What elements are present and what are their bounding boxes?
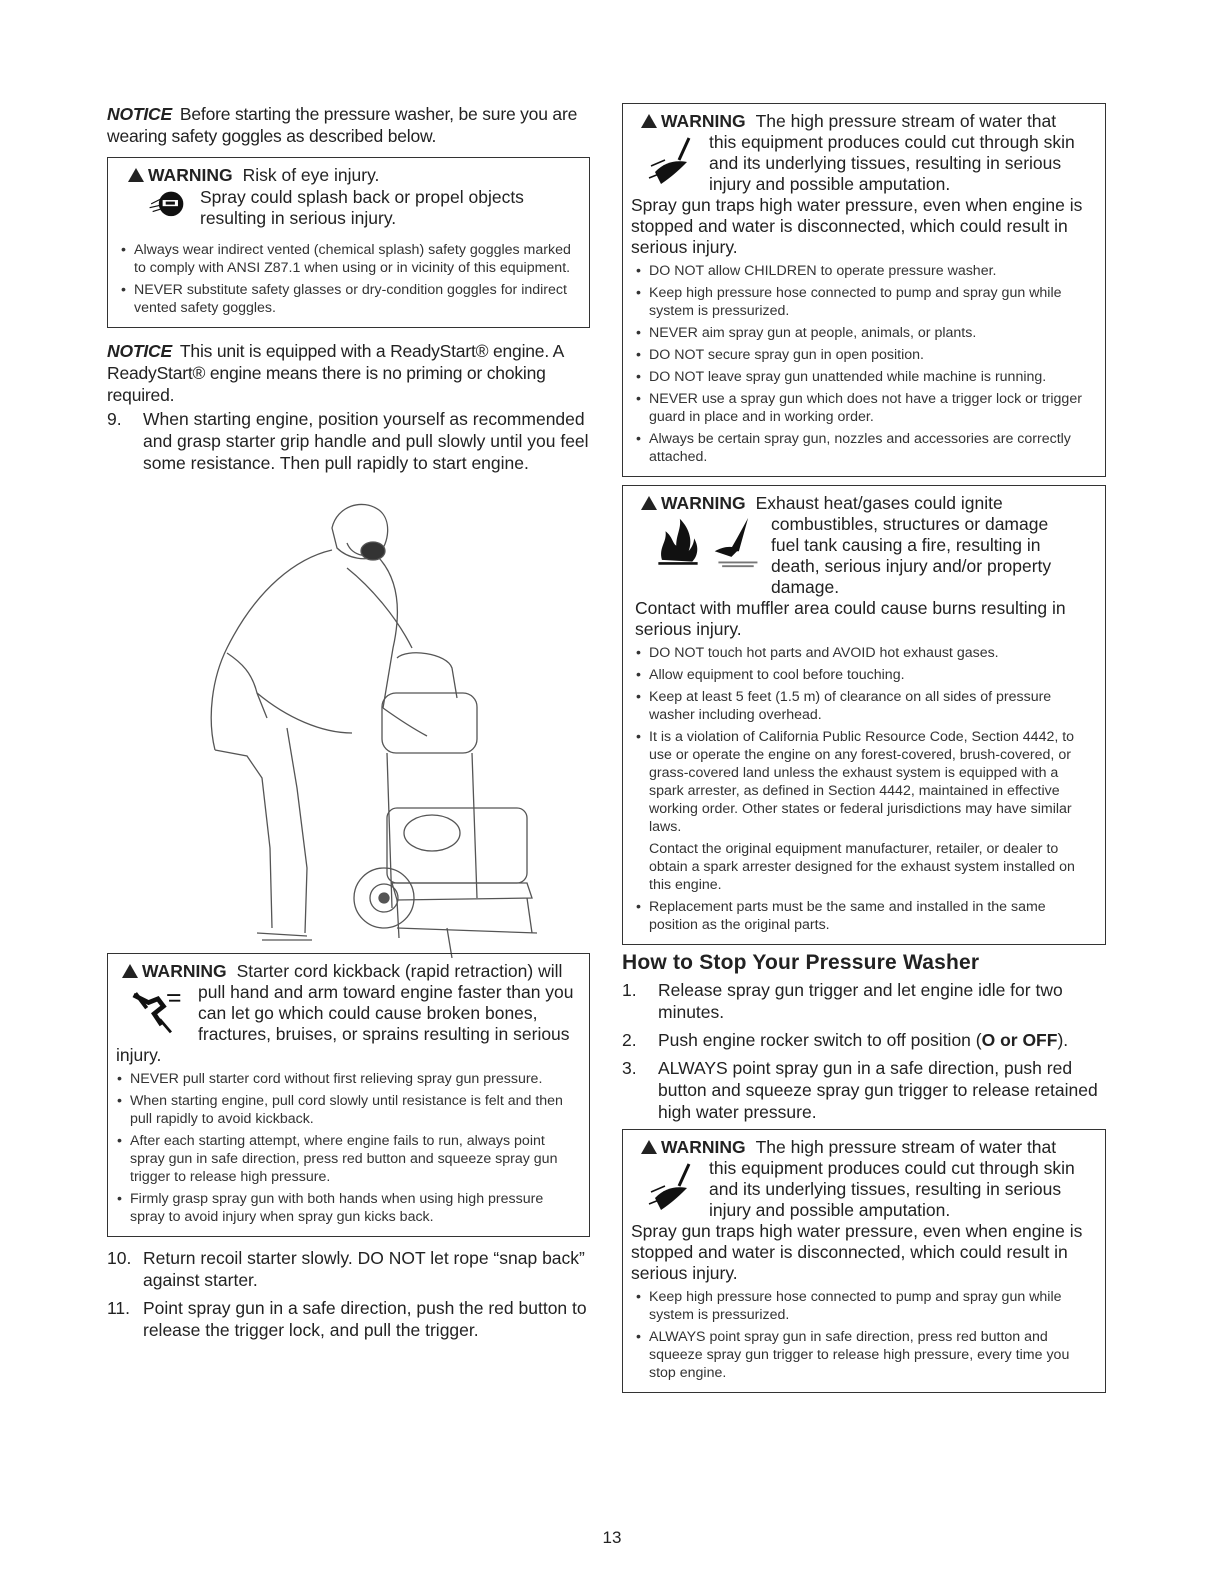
warning-bullets <box>635 644 1095 836</box>
warning-headline: The high pressure stream of water that <box>755 1137 1057 1157</box>
warning-label: WARNING <box>641 1136 746 1158</box>
notice-text: Before starting the pressure washer, be sure you are wearing safety goggles as described below. <box>107 104 578 146</box>
warning-triangle-icon <box>641 114 657 128</box>
warning-triangle-icon <box>641 1140 657 1154</box>
stop-step-3: 3. ALWAYS point spray gun in a safe direction, push red button and squeeze spray gun trigger to release retained high water pressure. <box>622 1058 1098 1122</box>
list-item: • It is a violation of California Public Resource Code, Section 4442, to use or operate the engine on any forest-covered, brush-covered, or grass-covered land unless the exhaust system is equipped with a spark arrester, as defined in Section 4442, maintained in effective working order. Other states or federal jurisdictions may have similar laws. <box>635 728 1095 836</box>
warning-triangle-icon <box>641 496 657 510</box>
warning-triangle-icon <box>122 964 138 978</box>
warning-bullets <box>116 1070 579 1226</box>
warning-body: Spray could splash back or propel objects resulting in serious injury. <box>200 187 524 228</box>
warning-bullets <box>120 241 579 317</box>
hot-surface-icon <box>711 514 763 570</box>
list-item: • Firmly grasp spray gun with both hands when using high pressure spray to avoid injury when spray gun kicks back. <box>116 1190 579 1226</box>
warning-icon-row <box>116 982 579 1045</box>
notice-label: NOTICE <box>107 104 172 124</box>
list-item: • ALWAYS point spray gun in safe direction, press red button and squeeze spray gun trigger to release high pressure, every time you stop engine. <box>635 1328 1095 1382</box>
right-column <box>622 103 1106 1393</box>
notice-text: This unit is equipped with a ReadyStart® engine. A ReadyStart® engine means there is no priming or choking required. <box>107 341 564 405</box>
warning-tail: Spray gun traps high water pressure, even when engine is stopped and water is disconnected, which could result in serious injury. <box>631 1221 1083 1283</box>
stop-step-2: 2. Push engine rocker switch to off position (O or OFF). <box>622 1030 1069 1050</box>
warning-icon-row <box>635 1158 1095 1221</box>
warning-label: WARNING <box>128 164 233 186</box>
step-11: 11. Point spray gun in a safe direction, push the red button to release the trigger lock, and pull the trigger. <box>107 1298 587 1340</box>
warning-label: WARNING <box>641 492 746 514</box>
warning-header <box>120 164 579 186</box>
warning-header <box>635 492 1095 514</box>
step-10: 10. Return recoil starter slowly. DO NOT let rope “snap back” against starter. <box>107 1248 585 1290</box>
warning-bullets <box>635 262 1095 466</box>
water-jet-icon <box>645 1158 701 1218</box>
list-item: • DO NOT secure spray gun in open position. <box>635 346 1095 364</box>
notice-goggles <box>107 103 590 147</box>
warning-header <box>116 960 579 982</box>
list-item: • DO NOT leave spray gun unattended while machine is running. <box>635 368 1095 386</box>
warning-header <box>635 110 1095 132</box>
warning-headline: Risk of eye injury. <box>242 165 380 185</box>
list-item: • NEVER substitute safety glasses or dry-condition goggles for indirect vented safety goggles. <box>120 281 579 317</box>
warning-box-high-pressure <box>622 103 1106 477</box>
list-item: • Keep high pressure hose connected to pump and spray gun while system is pressurized. <box>635 1288 1095 1324</box>
warning-box-high-pressure-stop <box>622 1129 1106 1393</box>
stop-step-1: 1. Release spray gun trigger and let engine idle for two minutes. <box>622 980 1063 1022</box>
start-steps-continued <box>107 1247 590 1341</box>
list-item: • NEVER aim spray gun at people, animals, or plants. <box>635 324 1095 342</box>
step-9: 9. When starting engine, position yourself as recommended and grasp starter grip handle and pull slowly until you feel some resistance. Then pull rapidly to start engine. <box>107 409 589 473</box>
list-item: • Always be certain spray gun, nozzles and accessories are correctly attached. <box>635 430 1095 466</box>
warning-label: WARNING <box>641 110 746 132</box>
list-item: • After each starting attempt, where engine fails to run, always point spray gun in safe direction, press red button and squeeze spray gun trigger to release high pressure. <box>116 1132 579 1186</box>
warning-triangle-icon <box>128 168 144 182</box>
warning-bullets-continued <box>635 898 1095 934</box>
notice-label: NOTICE <box>107 341 172 361</box>
stop-steps <box>622 979 1106 1123</box>
list-item: • DO NOT touch hot parts and AVOID hot exhaust gases. <box>635 644 1095 662</box>
warning-tail: injury. <box>116 1045 162 1065</box>
warning-box-kickback <box>107 953 590 1237</box>
start-steps <box>107 408 590 474</box>
warning-tail: Contact with muffler area could cause burns resulting in serious injury. <box>635 598 1066 639</box>
list-item: • When starting engine, pull cord slowly until resistance is felt and then pull rapidly to avoid kickback. <box>116 1092 579 1128</box>
warning-icon-row <box>635 132 1095 195</box>
warning-body: pull hand and arm toward engine faster than you can let go which could cause broken bones, fractures, bruises, or sprains resulting in serious <box>198 982 574 1044</box>
goggles-icon <box>140 187 196 233</box>
water-jet-icon <box>645 132 701 192</box>
off-position-label: O or OFF <box>981 1030 1058 1050</box>
fire-icon <box>653 514 703 570</box>
spark-arrester-note: Contact the original equipment manufacturer, retailer, or dealer to obtain a spark arrester designed for the exhaust system installed on this engine. <box>649 841 1075 893</box>
warning-box-exhaust <box>622 485 1106 945</box>
warning-headline: Exhaust heat/gases could ignite <box>755 493 1003 513</box>
list-item: • NEVER use a spray gun which does not have a trigger lock or trigger guard in place and in working order. <box>635 390 1095 426</box>
section-title-stop: How to Stop Your Pressure Washer <box>622 951 980 974</box>
list-item: • Replacement parts must be the same and installed in the same position as the original parts. <box>635 898 1095 934</box>
operator-pulling-starter-illustration <box>147 488 547 958</box>
list-item: • Keep high pressure hose connected to pump and spray gun while system is pressurized. <box>635 284 1095 320</box>
left-column <box>107 103 590 1347</box>
warning-label: WARNING <box>122 960 227 982</box>
warning-tail: Spray gun traps high water pressure, even when engine is stopped and water is disconnected, which could result in serious injury. <box>631 195 1083 257</box>
warning-body: this equipment produces could cut through skin and its underlying tissues, resulting in serious injury and possible amputation. <box>709 1158 1075 1220</box>
page-number: 13 <box>602 1528 622 1547</box>
warning-icon-row <box>635 514 1095 598</box>
list-item: • DO NOT allow CHILDREN to operate pressure washer. <box>635 262 1095 280</box>
warning-headline: The high pressure stream of water that <box>755 111 1057 131</box>
warning-body: combustibles, structures or damage fuel tank causing a fire, resulting in death, serious injury and/or property damage. <box>771 514 1052 597</box>
list-item: • Keep at least 5 feet (1.5 m) of clearance on all sides of pressure washer including overhead. <box>635 688 1095 724</box>
warning-icon-row <box>120 187 579 233</box>
warning-box-eye-injury <box>107 157 590 328</box>
list-item: • Always wear indirect vented (chemical splash) safety goggles marked to comply with ANSI Z87.1 when using or in vicinity of this equipment. <box>120 241 579 277</box>
warning-headline: Starter cord kickback (rapid retraction) will <box>236 961 563 981</box>
list-item: • NEVER pull starter cord without first relieving spray gun pressure. <box>116 1070 579 1088</box>
warning-body: this equipment produces could cut through skin and its underlying tissues, resulting in serious injury and possible amputation. <box>709 132 1075 194</box>
kickback-icon <box>128 982 184 1038</box>
warning-header <box>635 1136 1095 1158</box>
notice-readystart <box>107 340 590 406</box>
warning-bullets <box>635 1288 1095 1382</box>
list-item: • Allow equipment to cool before touching. <box>635 666 1095 684</box>
